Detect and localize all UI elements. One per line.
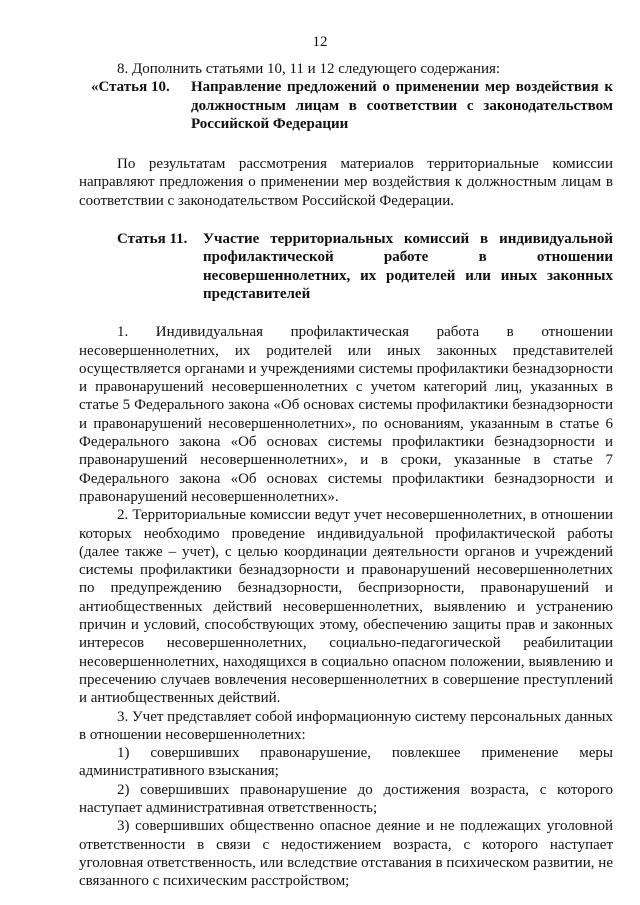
page-number: 12: [312, 34, 328, 50]
amendment-intro: 8. Дополнить статьями 10, 11 и 12 следующего содержания:: [117, 61, 501, 77]
article-10-title: Направление предложений о применении мер воздействия к должностным лицам в соответствии с законодательством Российской Федерации: [191, 79, 613, 132]
article-11-list-item: 2) совершивших правонарушение до достижения возраста, с которого наступает административная ответственность;: [79, 781, 613, 816]
article-11-heading: [79, 230, 613, 303]
article-11-paragraph: 2. Территориальные комиссии ведут учет несовершеннолетних, в отношении которых необходимо проведение индивидуальной профилактической работы (далее также – учет), с целью координации деятельности органов и учреждений системы профилактики безнадзорности и правонарушений несовершеннолетних по предупреждению безнадзорности, беспризорности, правонарушений и антиобщественных действий несовершеннолетних, выявлению и устранению причин и условий, способствующих этому, обеспечению защиты прав и законных интересов несовершеннолетних, социально-педагогической реабилитации несовершеннолетних, находящихся в социально опасном положении, выявлению и пресечению случаев вовлечения несовершеннолетних в совершение преступлений и антиобщественных действий.: [79, 507, 613, 707]
article-11-list-item: 1) совершивших правонарушение, повлекшее применение меры административного взыскания;: [79, 745, 613, 780]
article-11-title: Участие территориальных комиссий в индивидуальной профилактической работе в отношении несовершеннолетних, их родителей или иных законных представителей: [203, 231, 613, 302]
article-10-text: По результатам рассмотрения материалов территориальные комиссии направляют предложения о применении мер воздействия к должностным лицам в соответствии с законодательством Российской Федерации.: [79, 156, 613, 209]
article-11-list-item: 3) совершивших общественно опасное деяние и не подлежащих уголовной ответственности в связи с недостижением возраста, с которого наступает уголовная ответственность, или вследствие отставания в психическом развитии, не связанного с психическим расстройством;: [79, 818, 613, 890]
page-content: [79, 60, 613, 890]
article-11-paragraph: 3. Учет представляет собой информационную систему персональных данных в отношении несовершеннолетних:: [79, 708, 613, 743]
article-11-paragraph: 1. Индивидуальная профилактическая работа в отношении несовершеннолетних, их родителей или иных законных представителей осуществляется органами и учреждениями системы профилактики безнадзорности и правонарушений несовершеннолетних с учетом категорий лиц, указанных в статье 5 Федерального закона «Об основах системы профилактики безнадзорности и правонарушений несовершеннолетних», по основаниям, указанным в статье 6 Федерального закона «Об основах системы профилактики безнадзорности и правонарушений несовершеннолетних», и в сроки, указанные в статье 7 Федерального закона «Об основах системы профилактики безнадзорности и правонарушений несовершеннолетних».: [79, 324, 613, 505]
article-10-heading: [79, 78, 613, 133]
article-11-label: Статья 11.: [117, 231, 188, 248]
article-10-label: «Статья 10.: [91, 79, 170, 96]
